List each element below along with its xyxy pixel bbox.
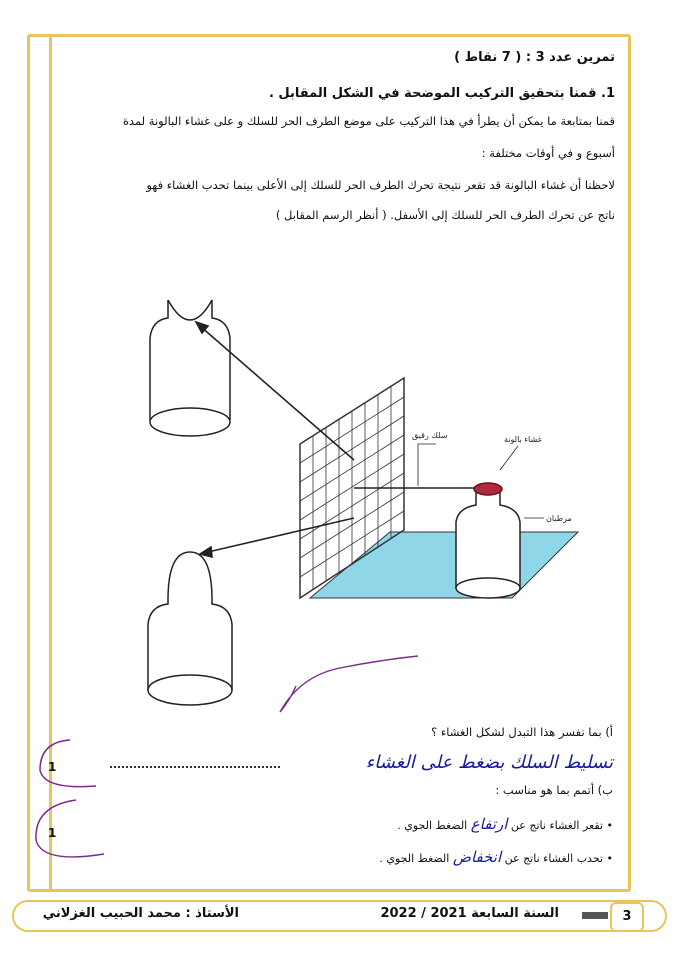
answer-a-dotted-line xyxy=(110,766,280,768)
question-a-prompt: أ) بما نفسر هذا التبدل لشكل الغشاء ؟ xyxy=(431,725,613,739)
exercise-title: تمرين عدد 3 : ( 7 نقاط ) xyxy=(454,50,615,65)
label-jar: مرطبان xyxy=(546,514,572,523)
bullet-1-after: الضغط الجوي . xyxy=(397,819,471,832)
answer-a: تسليط السلك بضغط على الغشاء xyxy=(365,752,613,773)
question-1-title: 1. قمنا بتحقيق التركيب الموضحة في الشكل المقابل . xyxy=(268,86,615,101)
bullet-2-before: تحدب الغشاء ناتج عن xyxy=(501,852,603,865)
footer-year: السنة السابعة 2021 / 2022 xyxy=(380,906,559,921)
jar-with-balloon xyxy=(456,483,520,598)
score-b: 1 xyxy=(48,826,57,840)
paragraph-line-4: ناتج عن تحرك الطرف الحر للسلك إلى الأسفل. ( أنظر الرسم المقابل ) xyxy=(275,208,615,222)
paragraph-line-1: قمنا بمتابعة ما يمكن أن يطرأ في هذا التركيب على موضع الطرف الحر للسلك و على غشاء البالونة لمدة xyxy=(122,114,615,128)
label-wire: سلك رقيق xyxy=(412,431,448,440)
jar-convex-membrane xyxy=(148,552,232,705)
score-a: 1 xyxy=(48,760,57,774)
pen-mark xyxy=(280,656,418,712)
footer-mark xyxy=(582,912,608,919)
bullet-2-after: الضغط الجوي . xyxy=(379,852,453,865)
bullet-2: • تحدب الغشاء ناتج عن انخفاض الضغط الجوي . xyxy=(379,848,613,866)
paragraph-line-3: لاحظنا أن غشاء البالونة قد تقعر نتيجة تحرك الطرف الحر للسلك إلى الأعلى بينما تحدب الغشاء فهو xyxy=(146,178,615,192)
arrows xyxy=(196,322,354,557)
score-circle-2 xyxy=(36,800,104,857)
bullet-2-answer: انخفاض xyxy=(452,848,502,866)
footer-teacher: الأستاذ : محمد الحبيب الغزلاني xyxy=(42,906,239,921)
jar-concave-membrane xyxy=(150,300,230,436)
question-b-prompt: ب) أتمم بما هو مناسب : xyxy=(495,783,613,797)
paragraph-line-2: أسبوع و في أوقات مختلفة : xyxy=(481,146,615,160)
bullet-1: • تقعر الغشاء ناتج عن ارتفاع الضغط الجوي . xyxy=(397,815,613,833)
label-membrane: غشاء بالونة xyxy=(504,435,542,444)
bullet-1-answer: ارتفاع xyxy=(470,815,508,833)
bullet-1-before: تقعر الغشاء ناتج عن xyxy=(507,819,603,832)
page-number: 3 xyxy=(610,902,644,932)
